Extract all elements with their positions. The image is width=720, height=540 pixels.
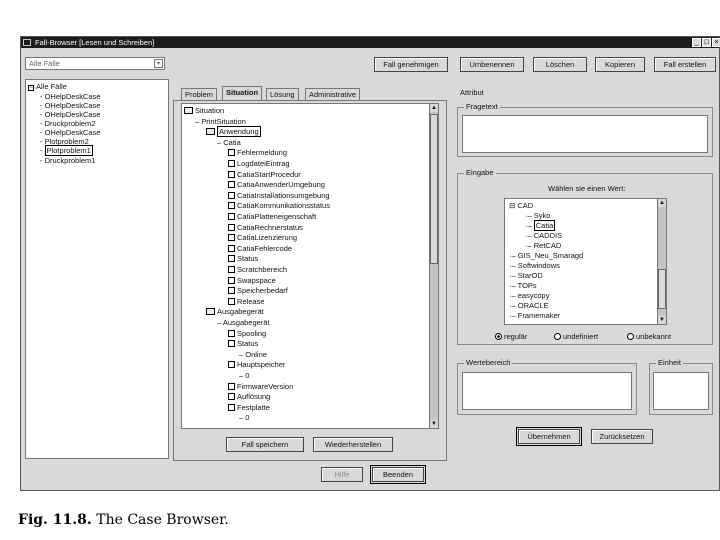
case-item[interactable]: - OHelpDeskCase xyxy=(40,128,101,137)
copy-button[interactable]: Kopieren xyxy=(595,57,645,72)
case-filter-select[interactable] xyxy=(25,57,165,70)
tab-situation[interactable]: Situation xyxy=(222,86,262,101)
situation-tree-node[interactable]: – Online xyxy=(239,349,267,359)
window-menu-icon[interactable] xyxy=(23,39,31,46)
node-icon xyxy=(228,330,235,337)
value-list[interactable] xyxy=(504,198,667,325)
case-item[interactable]: - Druckproblem2 xyxy=(40,119,96,128)
node-icon xyxy=(228,245,235,252)
value-option[interactable]: ·– StarOD xyxy=(509,271,543,280)
range-field[interactable] xyxy=(462,372,632,410)
attribute-section xyxy=(454,88,718,453)
situation-tree-node[interactable]: Swapspace xyxy=(228,276,276,285)
radio-unchecked-icon xyxy=(554,333,561,340)
case-filter-value: Alle Fälle xyxy=(29,59,60,68)
figure-label: Fig. 11.8. xyxy=(18,512,92,528)
situation-tree-node[interactable]: Anwendung xyxy=(206,127,261,136)
exit-button[interactable]: Beenden xyxy=(372,467,424,482)
input-label: Eingabe xyxy=(466,168,494,177)
situation-tree-node[interactable]: – Catia xyxy=(217,137,241,147)
node-icon xyxy=(228,224,235,231)
help-button[interactable]: Hilfe xyxy=(321,467,363,482)
node-icon xyxy=(228,277,235,284)
value-option[interactable]: ·– Catia xyxy=(525,221,554,230)
situation-tree-node[interactable]: CatiaFehlercode xyxy=(228,244,292,253)
node-icon xyxy=(228,404,235,411)
value-option[interactable]: ·– Syko xyxy=(525,211,551,220)
situation-tree-node[interactable]: Scratchbereich xyxy=(228,265,287,274)
title-bar xyxy=(21,37,719,48)
reset-button[interactable]: Zurücksetzen xyxy=(591,429,653,444)
folder-icon xyxy=(206,128,215,135)
situation-tree-node[interactable]: CatiaPlatteneigenschaft xyxy=(228,212,316,221)
tab-content xyxy=(173,100,447,461)
chevron-down-icon[interactable]: ▾ xyxy=(154,59,163,68)
situation-tree-node[interactable]: Situation xyxy=(184,106,224,115)
scroll-down-icon[interactable]: ▼ xyxy=(659,317,665,323)
node-icon xyxy=(228,234,235,241)
case-list-panel xyxy=(25,79,169,459)
attribute-label: Attribut xyxy=(460,88,484,97)
situation-tree-node[interactable]: CatiaInstallationsumgebung xyxy=(228,191,330,200)
window-title: Fall-Browser [Lesen und Schreiben] xyxy=(35,38,155,47)
folder-icon xyxy=(206,308,215,315)
value-option[interactable]: ·– TOPs xyxy=(509,281,537,290)
node-icon xyxy=(228,149,235,156)
tree-scrollbar[interactable] xyxy=(429,104,438,428)
minimize-button[interactable]: _ xyxy=(692,38,701,47)
case-item[interactable]: - Druckproblem1 xyxy=(40,156,96,165)
question-label: Fragetext xyxy=(466,102,498,111)
node-icon xyxy=(228,171,235,178)
maximize-button[interactable]: □ xyxy=(702,38,711,47)
case-item-selected[interactable]: - Plotproblem1 xyxy=(40,146,91,155)
case-item[interactable]: - Plotproblem2 xyxy=(40,137,89,146)
node-icon xyxy=(228,181,235,188)
situation-tree-node[interactable]: Status xyxy=(228,339,258,348)
unit-field[interactable] xyxy=(653,372,709,410)
node-icon xyxy=(228,192,235,199)
situation-tree-node[interactable]: Hauptspeicher xyxy=(228,360,285,369)
situation-tree-node[interactable]: Speicherbedarf xyxy=(228,286,288,295)
node-icon xyxy=(228,361,235,368)
scroll-up-icon[interactable]: ▲ xyxy=(431,105,437,111)
node-icon xyxy=(228,266,235,273)
value-option[interactable]: ·– CADDIS xyxy=(525,231,563,240)
create-case-button[interactable]: Fall erstellen xyxy=(654,57,716,72)
situation-tree-panel xyxy=(181,103,439,429)
figure-caption-text: The Case Browser. xyxy=(96,512,229,528)
situation-tree-node[interactable]: Status xyxy=(228,254,258,263)
tab-administrative[interactable]: Administrative xyxy=(305,88,360,101)
scroll-down-icon[interactable]: ▼ xyxy=(431,421,437,427)
situation-tree-node[interactable]: – 0 xyxy=(239,371,250,380)
value-option[interactable]: ⊟ CAD xyxy=(509,201,534,210)
radio-checked-icon xyxy=(495,333,502,340)
value-option[interactable]: ·– GIS_Neu_Smaragd xyxy=(509,251,584,260)
save-case-button[interactable]: Fall speichern xyxy=(226,437,304,452)
node-icon xyxy=(228,393,235,400)
situation-tree-node[interactable]: Fehlermeldung xyxy=(228,148,287,157)
scroll-thumb[interactable] xyxy=(658,269,666,309)
scroll-thumb[interactable] xyxy=(430,114,438,264)
situation-tree-node[interactable]: LogdateiEintrag xyxy=(228,159,290,168)
node-icon xyxy=(228,298,235,305)
scroll-up-icon[interactable]: ▲ xyxy=(659,200,665,206)
radio-unknown[interactable]: unbekannt xyxy=(627,332,671,341)
node-icon xyxy=(228,383,235,390)
approve-case-button[interactable]: Fall genehmigen xyxy=(374,57,448,72)
situation-tree-node[interactable]: – Ausgabegerät xyxy=(217,318,270,327)
restore-button[interactable]: Wiederherstellen xyxy=(313,437,393,452)
delete-button[interactable]: Löschen xyxy=(533,57,587,72)
value-option[interactable]: ·– RetCAD xyxy=(525,241,562,250)
radio-unchecked-icon xyxy=(627,333,634,340)
node-icon xyxy=(228,340,235,347)
case-tree-root[interactable]: − Alle Fälle xyxy=(29,82,67,91)
case-item[interactable]: - OHelpDeskCase xyxy=(40,101,101,110)
situation-tree-node[interactable]: Festplatte xyxy=(228,403,270,412)
rename-button[interactable]: Umbenennen xyxy=(460,57,524,72)
situation-tree-node[interactable]: – PrintSituation xyxy=(195,116,246,126)
question-group xyxy=(457,102,713,157)
situation-tree-node[interactable]: CatiaLizenzierung xyxy=(228,233,297,242)
apply-button[interactable]: Übernehmen xyxy=(518,429,580,444)
close-button[interactable]: × xyxy=(712,38,720,47)
figure-caption xyxy=(18,512,229,528)
situation-tree-node[interactable]: CatiaAnwenderUmgebung xyxy=(228,180,325,189)
case-item[interactable]: - OHelpDeskCase xyxy=(40,110,101,119)
situation-tree-node[interactable]: Auflösung xyxy=(228,392,270,401)
situation-tree-node[interactable]: Release xyxy=(228,297,265,306)
value-option[interactable]: ·– Softwindows xyxy=(509,261,560,270)
value-prompt: Wählen sie einen Wert: xyxy=(548,184,626,193)
situation-tree-node[interactable]: – 0 xyxy=(239,413,250,423)
value-option[interactable]: ·– easycopy xyxy=(509,291,550,300)
radio-undefined[interactable]: undefiniert xyxy=(554,332,598,341)
range-label: Wertebereich xyxy=(466,358,511,367)
value-option[interactable]: ·– ORACLE xyxy=(509,301,549,310)
situation-tree-node[interactable]: FirmwareVersion xyxy=(228,382,293,391)
case-browser-window xyxy=(20,36,720,491)
tab-problem[interactable]: Problem xyxy=(181,88,217,101)
tab-solution[interactable]: Lösung xyxy=(266,88,299,101)
radio-regular[interactable]: regulär xyxy=(495,332,527,341)
value-option[interactable]: ·– Framemaker xyxy=(509,311,561,320)
range-group xyxy=(457,358,637,415)
situation-tree-node[interactable]: CatiaRechnerstatus xyxy=(228,223,303,232)
node-icon xyxy=(228,202,235,209)
value-scrollbar[interactable] xyxy=(657,199,666,324)
case-item[interactable]: - OHelpDeskCase xyxy=(40,92,101,101)
situation-tree-node[interactable]: Spooling xyxy=(228,329,266,338)
node-icon xyxy=(228,160,235,167)
situation-tree-node[interactable]: Ausgabegerät xyxy=(206,307,264,316)
unit-group xyxy=(649,358,713,415)
node-icon xyxy=(228,255,235,262)
situation-tree-node[interactable]: CatiaStartProcedur xyxy=(228,170,301,179)
node-icon xyxy=(228,213,235,220)
folder-icon xyxy=(184,107,193,114)
input-group xyxy=(457,168,713,345)
question-field[interactable] xyxy=(462,115,708,153)
unit-label: Einheit xyxy=(658,358,681,367)
situation-tree-node[interactable]: CatiaKommunikationsstatus xyxy=(228,201,330,210)
collapse-icon[interactable]: − xyxy=(29,85,33,91)
node-icon xyxy=(228,287,235,294)
